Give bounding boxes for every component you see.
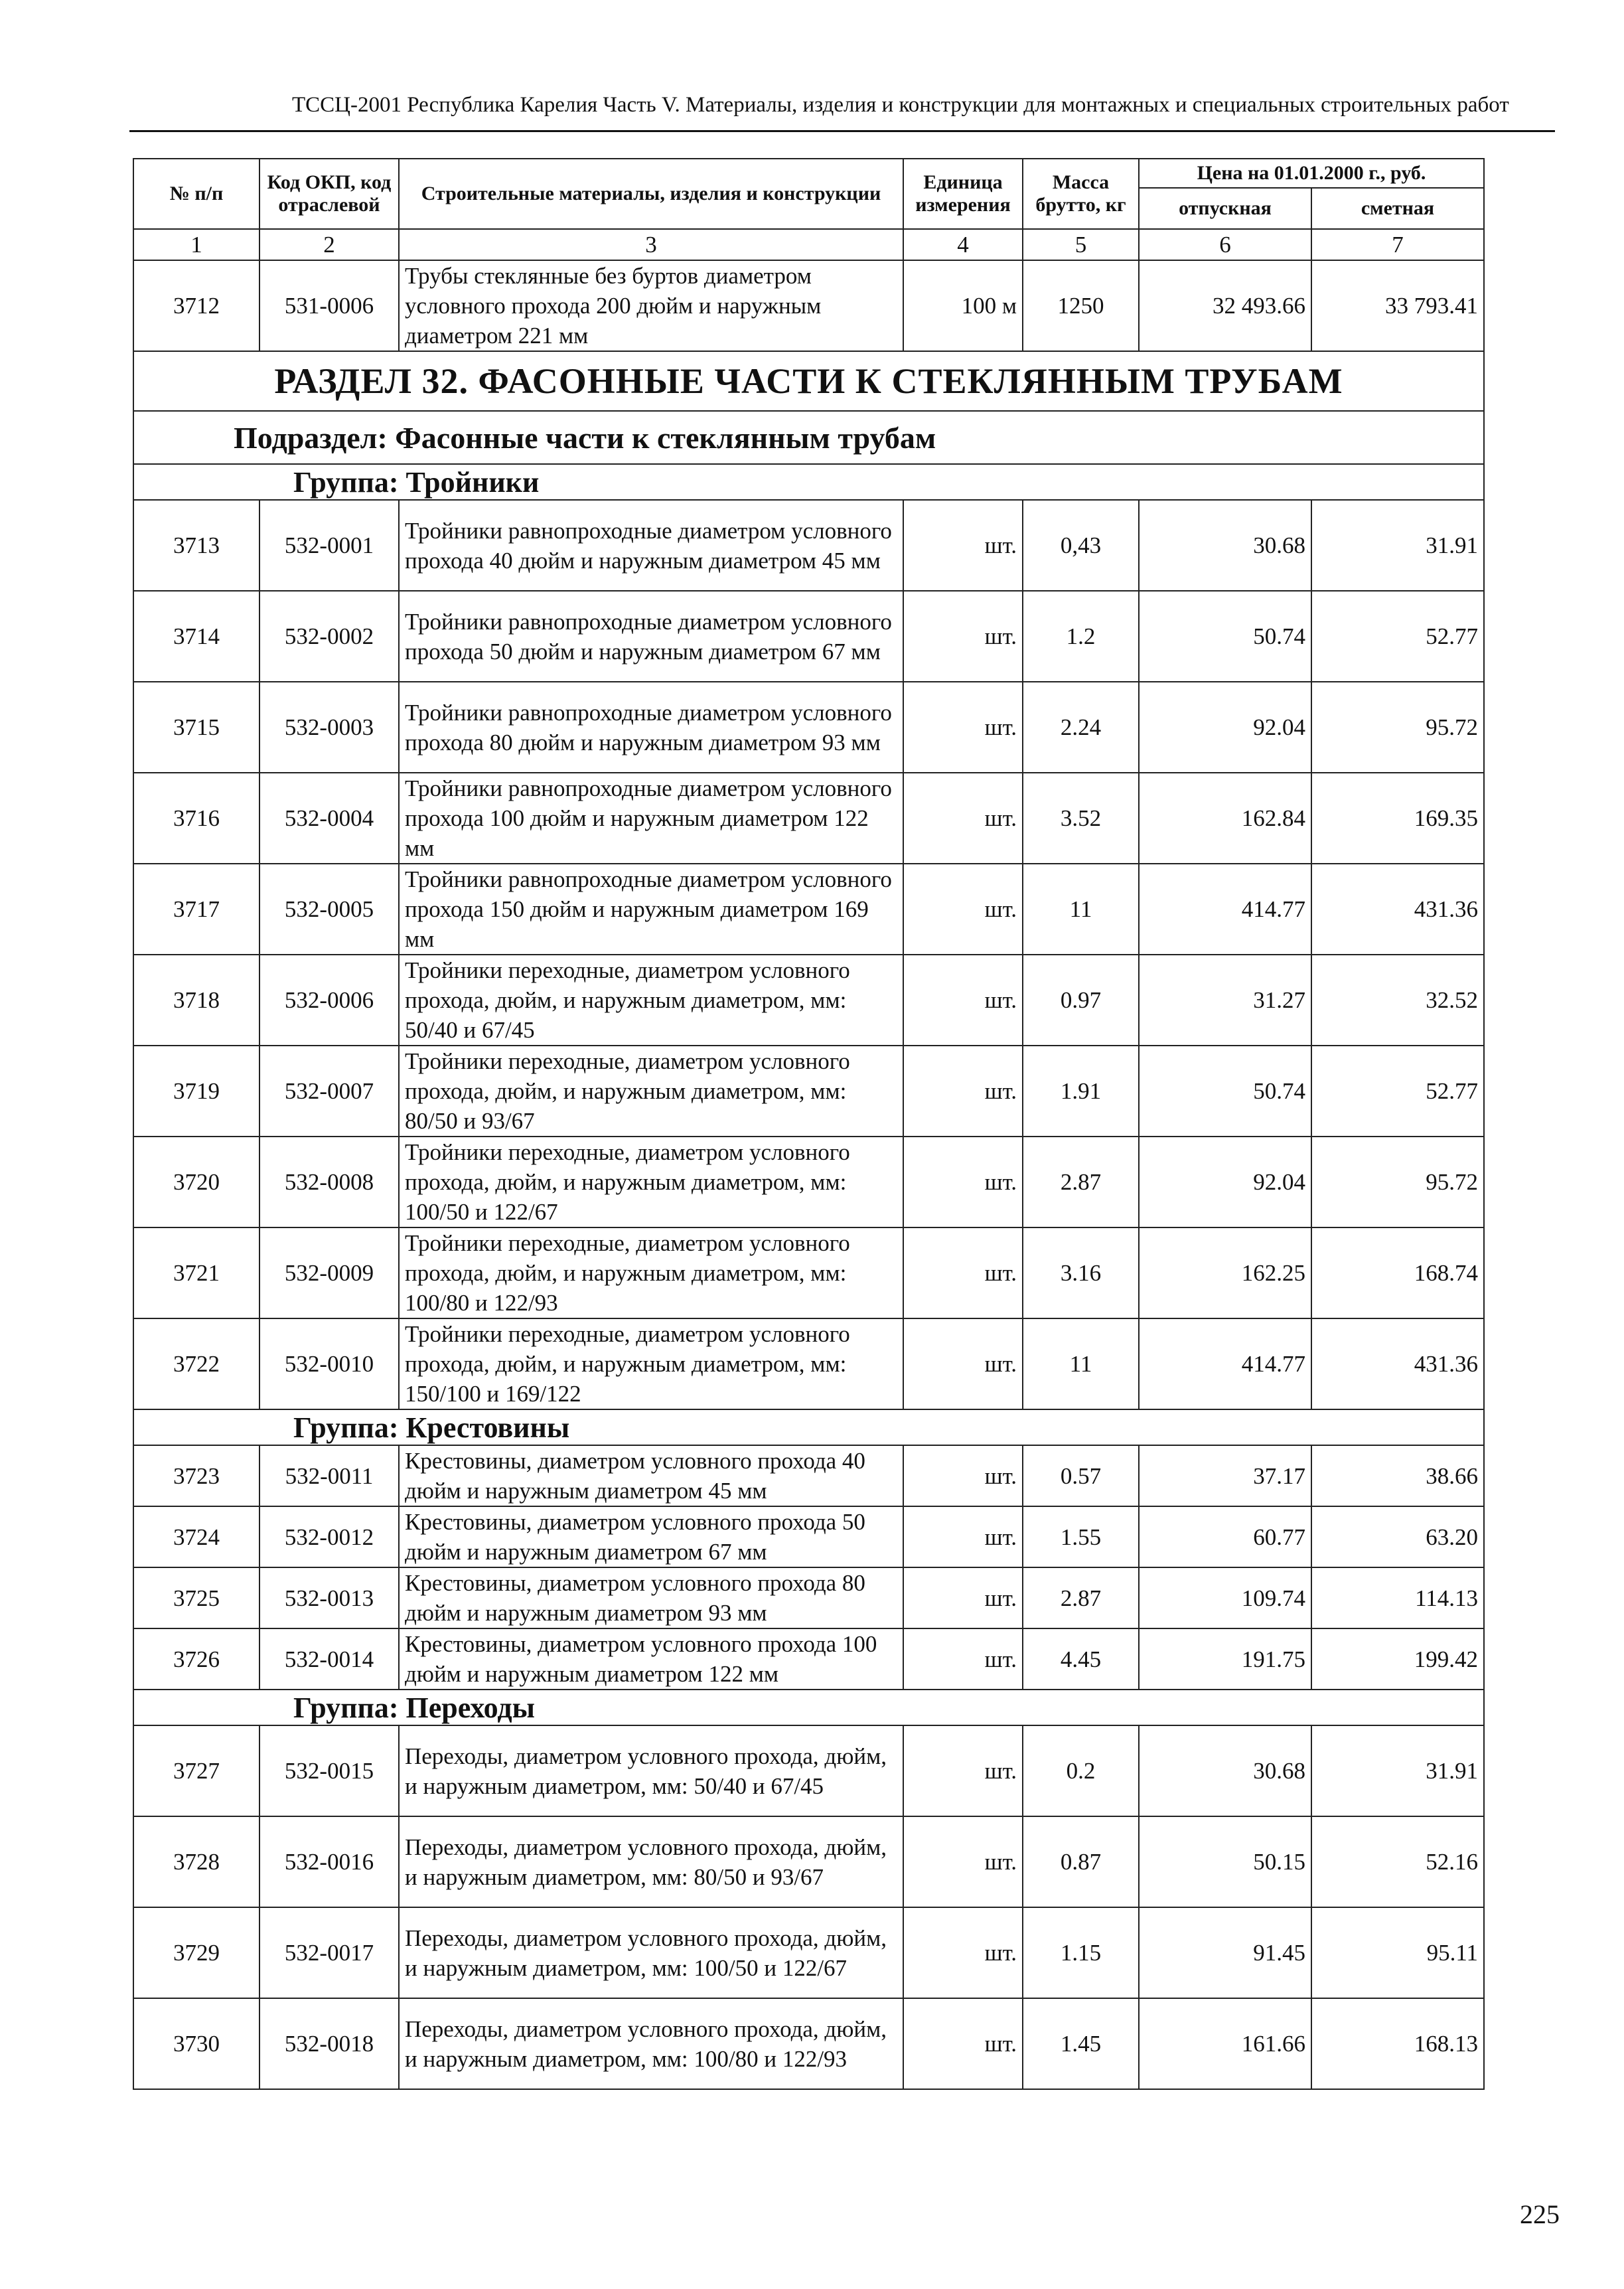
column-number: 5: [1023, 229, 1139, 260]
row-description: Тройники равнопроходные диаметром условного прохода 150 дюйм и наружным диаметром 169 мм: [399, 864, 903, 955]
row-price-estimate: 95.72: [1311, 1137, 1484, 1227]
row-number: 3712: [133, 260, 259, 351]
table-row: [133, 773, 1484, 864]
table-row: [133, 864, 1484, 955]
row-number: 3718: [133, 955, 259, 1046]
row-mass: 0,43: [1023, 500, 1139, 591]
row-unit: шт.: [903, 1725, 1023, 1816]
row-code: 532-0010: [259, 1318, 399, 1409]
row-unit: шт.: [903, 1567, 1023, 1628]
row-unit: 100 м: [903, 260, 1023, 351]
table-row: [133, 1628, 1484, 1690]
row-price-estimate: 199.42: [1311, 1628, 1484, 1690]
row-price-release: 414.77: [1139, 864, 1311, 955]
row-price-release: 50.74: [1139, 591, 1311, 682]
row-mass: 2.87: [1023, 1567, 1139, 1628]
row-code: 532-0012: [259, 1506, 399, 1567]
row-price-estimate: 38.66: [1311, 1445, 1484, 1506]
table-row: [133, 1227, 1484, 1318]
row-description: Крестовины, диаметром условного прохода 40 дюйм и наружным диаметром 45 мм: [399, 1445, 903, 1506]
col-header-price-group: Цена на 01.01.2000 г., руб.: [1139, 159, 1484, 188]
col-header-num: № п/п: [133, 159, 259, 229]
row-description: Крестовины, диаметром условного прохода 50 дюйм и наружным диаметром 67 мм: [399, 1506, 903, 1567]
header-rule: [129, 130, 1555, 132]
col-header-code: Код ОКП, код отраслевой: [259, 159, 399, 229]
row-unit: шт.: [903, 1506, 1023, 1567]
row-price-estimate: 169.35: [1311, 773, 1484, 864]
row-number: 3713: [133, 500, 259, 591]
row-number: 3721: [133, 1227, 259, 1318]
row-code: 531-0006: [259, 260, 399, 351]
row-code: 532-0015: [259, 1725, 399, 1816]
table-row: [133, 955, 1484, 1046]
row-price-estimate: 31.91: [1311, 1725, 1484, 1816]
row-mass: 11: [1023, 1318, 1139, 1409]
row-code: 532-0017: [259, 1907, 399, 1998]
subsection-title: Подраздел: Фасонные части к стеклянным трубам: [133, 411, 1484, 464]
row-mass: 3.52: [1023, 773, 1139, 864]
row-code: 532-0003: [259, 682, 399, 773]
row-unit: шт.: [903, 1998, 1023, 2089]
col-header-desc: Строительные материалы, изделия и конструкции: [399, 159, 903, 229]
row-unit: шт.: [903, 1318, 1023, 1409]
row-code: 532-0009: [259, 1227, 399, 1318]
row-price-release: 60.77: [1139, 1506, 1311, 1567]
row-number: 3716: [133, 773, 259, 864]
row-code: 532-0005: [259, 864, 399, 955]
row-price-estimate: 31.91: [1311, 500, 1484, 591]
row-code: 532-0013: [259, 1567, 399, 1628]
row-number: 3717: [133, 864, 259, 955]
row-number: 3728: [133, 1816, 259, 1907]
row-price-estimate: 431.36: [1311, 1318, 1484, 1409]
col-header-mass: Масса брутто, кг: [1023, 159, 1139, 229]
row-price-estimate: 168.13: [1311, 1998, 1484, 2089]
row-mass: 0.97: [1023, 955, 1139, 1046]
table-row: [133, 591, 1484, 682]
row-price-release: 32 493.66: [1139, 260, 1311, 351]
row-code: 532-0008: [259, 1137, 399, 1227]
row-code: 532-0004: [259, 773, 399, 864]
row-price-estimate: 33 793.41: [1311, 260, 1484, 351]
row-mass: 1250: [1023, 260, 1139, 351]
row-price-estimate: 95.72: [1311, 682, 1484, 773]
row-number: 3727: [133, 1725, 259, 1816]
row-mass: 0.57: [1023, 1445, 1139, 1506]
column-number: 7: [1311, 229, 1484, 260]
column-number: 6: [1139, 229, 1311, 260]
row-code: 532-0011: [259, 1445, 399, 1506]
row-unit: шт.: [903, 500, 1023, 591]
row-number: 3714: [133, 591, 259, 682]
row-price-estimate: 63.20: [1311, 1506, 1484, 1567]
row-number: 3726: [133, 1628, 259, 1690]
section-title-row: [133, 351, 1484, 411]
row-price-release: 92.04: [1139, 1137, 1311, 1227]
row-description: Тройники равнопроходные диаметром условного прохода 100 дюйм и наружным диаметром 122 мм: [399, 773, 903, 864]
row-unit: шт.: [903, 1816, 1023, 1907]
col-header-price-release: отпускная: [1139, 188, 1311, 229]
row-description: Тройники равнопроходные диаметром условного прохода 50 дюйм и наружным диаметром 67 мм: [399, 591, 903, 682]
row-code: 532-0014: [259, 1628, 399, 1690]
row-number: 3720: [133, 1137, 259, 1227]
row-price-release: 31.27: [1139, 955, 1311, 1046]
table-row: [133, 1046, 1484, 1137]
row-unit: шт.: [903, 773, 1023, 864]
row-description: Переходы, диаметром условного прохода, дюйм, и наружным диаметром, мм: 80/50 и 93/67: [399, 1816, 903, 1907]
row-code: 532-0001: [259, 500, 399, 591]
row-mass: 3.16: [1023, 1227, 1139, 1318]
row-description: Трубы стеклянные без буртов диаметром условного прохода 200 дюйм и наружным диаметром 221 мм: [399, 260, 903, 351]
row-price-estimate: 168.74: [1311, 1227, 1484, 1318]
row-price-release: 109.74: [1139, 1567, 1311, 1628]
col-header-price-estimate: сметная: [1311, 188, 1484, 229]
table-row: [133, 1445, 1484, 1506]
table-row: [133, 1725, 1484, 1816]
column-number: 2: [259, 229, 399, 260]
row-price-release: 30.68: [1139, 500, 1311, 591]
row-price-release: 50.74: [1139, 1046, 1311, 1137]
table-row: [133, 1506, 1484, 1567]
row-price-estimate: 431.36: [1311, 864, 1484, 955]
row-mass: 1.91: [1023, 1046, 1139, 1137]
row-description: Переходы, диаметром условного прохода, дюйм, и наружным диаметром, мм: 100/80 и 122/93: [399, 1998, 903, 2089]
row-price-estimate: 52.77: [1311, 591, 1484, 682]
group-title-row: [133, 1690, 1484, 1725]
row-unit: шт.: [903, 1227, 1023, 1318]
header-row-top: [133, 159, 1484, 188]
row-mass: 1.45: [1023, 1998, 1139, 2089]
row-price-release: 191.75: [1139, 1628, 1311, 1690]
row-price-estimate: 52.77: [1311, 1046, 1484, 1137]
row-number: 3730: [133, 1998, 259, 2089]
table-body: [133, 260, 1484, 2089]
row-mass: 0.87: [1023, 1816, 1139, 1907]
column-number: 1: [133, 229, 259, 260]
group-title-row: [133, 1409, 1484, 1445]
row-mass: 2.87: [1023, 1137, 1139, 1227]
column-number-row: [133, 229, 1484, 260]
row-description: Переходы, диаметром условного прохода, дюйм, и наружным диаметром, мм: 50/40 и 67/45: [399, 1725, 903, 1816]
row-description: Тройники переходные, диаметром условного прохода, дюйм, и наружным диаметром, мм: 100/80 и 122/93: [399, 1227, 903, 1318]
row-mass: 11: [1023, 864, 1139, 955]
row-price-release: 30.68: [1139, 1725, 1311, 1816]
row-unit: шт.: [903, 1907, 1023, 1998]
row-unit: шт.: [903, 682, 1023, 773]
row-code: 532-0002: [259, 591, 399, 682]
row-price-release: 91.45: [1139, 1907, 1311, 1998]
row-mass: 4.45: [1023, 1628, 1139, 1690]
row-price-estimate: 52.16: [1311, 1816, 1484, 1907]
table-head: [133, 159, 1484, 260]
page-number: 225: [1520, 2199, 1560, 2229]
row-number: 3724: [133, 1506, 259, 1567]
row-code: 532-0007: [259, 1046, 399, 1137]
row-mass: 2.24: [1023, 682, 1139, 773]
row-price-release: 37.17: [1139, 1445, 1311, 1506]
table-row: [133, 1907, 1484, 1998]
table-row: [133, 260, 1484, 351]
row-price-release: 162.25: [1139, 1227, 1311, 1318]
column-number: 3: [399, 229, 903, 260]
row-unit: шт.: [903, 1046, 1023, 1137]
row-price-release: 161.66: [1139, 1998, 1311, 2089]
row-price-release: 414.77: [1139, 1318, 1311, 1409]
row-description: Крестовины, диаметром условного прохода 100 дюйм и наружным диаметром 122 мм: [399, 1628, 903, 1690]
row-mass: 0.2: [1023, 1725, 1139, 1816]
section-title: РАЗДЕЛ 32. ФАСОННЫЕ ЧАСТИ К СТЕКЛЯННЫМ ТРУБАМ: [133, 351, 1484, 411]
group-title: Группа: Крестовины: [133, 1409, 1484, 1445]
row-description: Тройники переходные, диаметром условного прохода, дюйм, и наружным диаметром, мм: 80/50 и 93/67: [399, 1046, 903, 1137]
table-row: [133, 1567, 1484, 1628]
col-header-unit: Единица измерения: [903, 159, 1023, 229]
row-unit: шт.: [903, 864, 1023, 955]
row-mass: 1.2: [1023, 591, 1139, 682]
row-code: 532-0006: [259, 955, 399, 1046]
row-unit: шт.: [903, 1137, 1023, 1227]
price-table: [133, 158, 1485, 2090]
row-description: Тройники равнопроходные диаметром условного прохода 80 дюйм и наружным диаметром 93 мм: [399, 682, 903, 773]
row-mass: 1.15: [1023, 1907, 1139, 1998]
row-price-estimate: 114.13: [1311, 1567, 1484, 1628]
row-description: Тройники переходные, диаметром условного прохода, дюйм, и наружным диаметром, мм: 150/100 и 169/122: [399, 1318, 903, 1409]
group-title-row: [133, 464, 1484, 500]
row-description: Тройники переходные, диаметром условного прохода, дюйм, и наружным диаметром, мм: 100/50 и 122/67: [399, 1137, 903, 1227]
row-number: 3723: [133, 1445, 259, 1506]
row-code: 532-0018: [259, 1998, 399, 2089]
row-mass: 1.55: [1023, 1506, 1139, 1567]
subsection-title-row: [133, 411, 1484, 464]
row-code: 532-0016: [259, 1816, 399, 1907]
row-description: Крестовины, диаметром условного прохода 80 дюйм и наружным диаметром 93 мм: [399, 1567, 903, 1628]
row-price-release: 92.04: [1139, 682, 1311, 773]
table-row: [133, 1137, 1484, 1227]
row-unit: шт.: [903, 955, 1023, 1046]
row-price-estimate: 95.11: [1311, 1907, 1484, 1998]
running-header: ТССЦ-2001 Республика Карелия Часть V. Материалы, изделия и конструкции для монтажных и специальных строительных работ: [292, 93, 1509, 117]
row-description: Тройники равнопроходные диаметром условного прохода 40 дюйм и наружным диаметром 45 мм: [399, 500, 903, 591]
row-price-release: 50.15: [1139, 1816, 1311, 1907]
row-description: Тройники переходные, диаметром условного прохода, дюйм, и наружным диаметром, мм: 50/40 и 67/45: [399, 955, 903, 1046]
row-number: 3729: [133, 1907, 259, 1998]
table-row: [133, 500, 1484, 591]
column-number: 4: [903, 229, 1023, 260]
row-description: Переходы, диаметром условного прохода, дюйм, и наружным диаметром, мм: 100/50 и 122/67: [399, 1907, 903, 1998]
row-number: 3725: [133, 1567, 259, 1628]
row-unit: шт.: [903, 591, 1023, 682]
row-number: 3719: [133, 1046, 259, 1137]
row-price-estimate: 32.52: [1311, 955, 1484, 1046]
row-number: 3722: [133, 1318, 259, 1409]
table-row: [133, 1318, 1484, 1409]
row-number: 3715: [133, 682, 259, 773]
group-title: Группа: Переходы: [133, 1690, 1484, 1725]
table-row: [133, 1998, 1484, 2089]
group-title: Группа: Тройники: [133, 464, 1484, 500]
table-row: [133, 682, 1484, 773]
row-unit: шт.: [903, 1628, 1023, 1690]
table-row: [133, 1816, 1484, 1907]
row-unit: шт.: [903, 1445, 1023, 1506]
row-price-release: 162.84: [1139, 773, 1311, 864]
